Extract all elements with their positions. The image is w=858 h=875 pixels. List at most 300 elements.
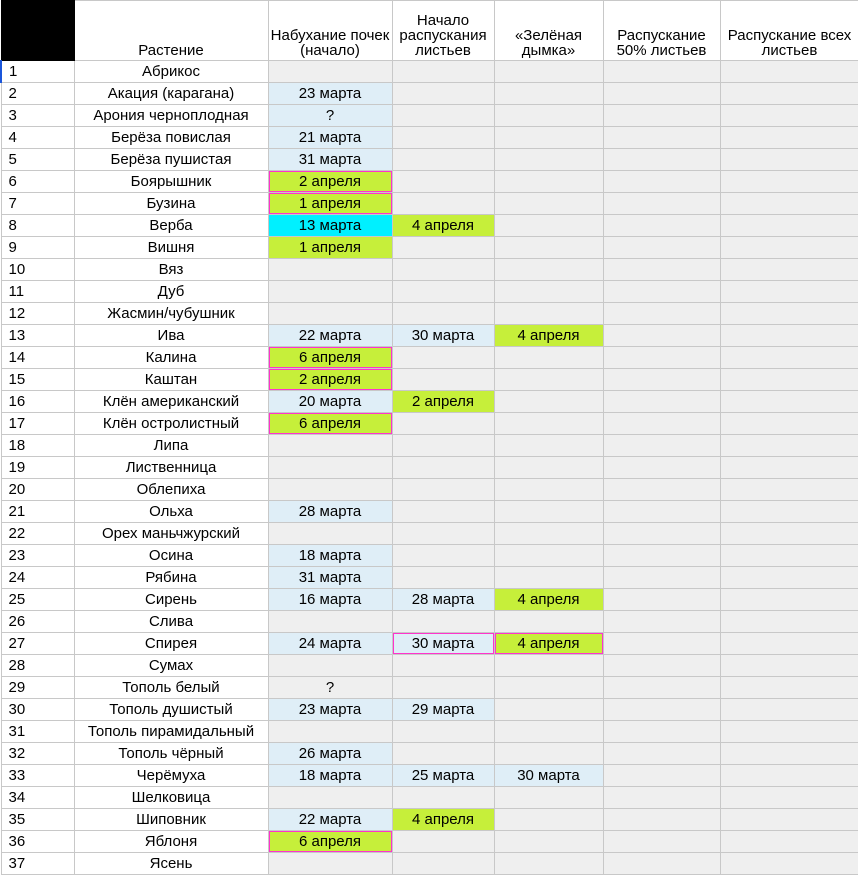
leaves-all-cell[interactable] — [720, 809, 858, 831]
row-number[interactable]: 2 — [1, 83, 74, 105]
plant-name-cell[interactable]: Тополь белый — [74, 677, 268, 699]
plant-name-cell[interactable]: Дуб — [74, 281, 268, 303]
row-number[interactable]: 33 — [1, 765, 74, 787]
green-haze-cell[interactable] — [494, 457, 603, 479]
row-number[interactable]: 8 — [1, 215, 74, 237]
leaves-all-cell[interactable] — [720, 171, 858, 193]
table-row — [1, 347, 858, 369]
plant-name-cell[interactable]: Черёмуха — [74, 765, 268, 787]
leaves-50-cell[interactable] — [603, 325, 720, 347]
leaf-unfolding-start-cell[interactable]: 4 апреля — [392, 809, 494, 831]
plant-name-cell[interactable]: Рябина — [74, 567, 268, 589]
leaves-50-cell[interactable] — [603, 501, 720, 523]
table-row — [1, 589, 858, 611]
table-row — [1, 831, 858, 853]
row-number[interactable]: 34 — [1, 787, 74, 809]
table-row — [1, 545, 858, 567]
table-body — [1, 61, 858, 875]
header-green-haze[interactable]: «Зелёная дымка» — [494, 1, 603, 61]
plant-name-cell[interactable]: Слива — [74, 611, 268, 633]
leaf-unfolding-start-cell[interactable] — [392, 545, 494, 567]
green-haze-cell[interactable] — [494, 523, 603, 545]
plant-name-cell[interactable]: Берёза повислая — [74, 127, 268, 149]
plant-name-cell[interactable]: Акация (карагана) — [74, 83, 268, 105]
table-row — [1, 127, 858, 149]
leaf-unfolding-start-cell[interactable] — [392, 127, 494, 149]
row-number[interactable]: 24 — [1, 567, 74, 589]
leaves-all-cell[interactable] — [720, 303, 858, 325]
row-number[interactable]: 37 — [1, 853, 74, 875]
table-row — [1, 765, 858, 787]
leaves-50-cell[interactable] — [603, 655, 720, 677]
leaf-unfolding-start-cell[interactable] — [392, 567, 494, 589]
leaves-50-cell[interactable] — [603, 523, 720, 545]
bud-swelling-cell[interactable] — [268, 303, 392, 325]
corner-cell[interactable] — [1, 1, 74, 61]
table-row — [1, 853, 858, 875]
plant-name-cell[interactable]: Тополь пирамидальный — [74, 721, 268, 743]
header-bud-swelling[interactable]: Набухание почек (начало) — [268, 1, 392, 61]
green-haze-cell[interactable] — [494, 435, 603, 457]
green-haze-cell[interactable] — [494, 655, 603, 677]
plant-name-cell[interactable]: Спирея — [74, 633, 268, 655]
row-number[interactable]: 13 — [1, 325, 74, 347]
leaf-unfolding-start-cell[interactable] — [392, 83, 494, 105]
plant-name-cell[interactable]: Клён американский — [74, 391, 268, 413]
row-number[interactable]: 7 — [1, 193, 74, 215]
plant-name-cell[interactable]: Шиповник — [74, 809, 268, 831]
table-row — [1, 699, 858, 721]
leaf-unfolding-start-cell[interactable] — [392, 435, 494, 457]
table-row — [1, 523, 858, 545]
leaf-unfolding-start-cell[interactable] — [392, 721, 494, 743]
plant-name-cell[interactable]: Лиственница — [74, 457, 268, 479]
plant-name-cell[interactable]: Арония черноплодная — [74, 105, 268, 127]
bud-swelling-cell[interactable] — [268, 61, 392, 83]
table-row — [1, 457, 858, 479]
bud-swelling-cell[interactable] — [268, 523, 392, 545]
plant-name-cell[interactable]: Ива — [74, 325, 268, 347]
bud-swelling-cell[interactable]: 1 апреля — [268, 237, 392, 259]
leaf-unfolding-start-cell[interactable] — [392, 61, 494, 83]
leaves-all-cell[interactable] — [720, 611, 858, 633]
bud-swelling-cell[interactable]: 24 марта — [268, 633, 392, 655]
green-haze-cell[interactable] — [494, 391, 603, 413]
table-row — [1, 677, 858, 699]
plant-name-cell[interactable]: Тополь чёрный — [74, 743, 268, 765]
green-haze-cell[interactable]: 4 апреля — [494, 589, 603, 611]
header-leaves-all[interactable]: Распускание всех листьев — [720, 1, 858, 61]
plant-name-cell[interactable]: Тополь душистый — [74, 699, 268, 721]
bud-swelling-cell[interactable] — [268, 611, 392, 633]
leaves-all-cell[interactable] — [720, 677, 858, 699]
row-number[interactable]: 19 — [1, 457, 74, 479]
plant-name-cell[interactable]: Яблоня — [74, 831, 268, 853]
plant-name-cell[interactable]: Липа — [74, 435, 268, 457]
leaf-unfolding-start-cell[interactable]: 30 марта — [392, 325, 494, 347]
leaf-unfolding-start-cell[interactable] — [392, 303, 494, 325]
green-haze-cell[interactable]: 30 марта — [494, 765, 603, 787]
leaves-all-cell[interactable] — [720, 545, 858, 567]
leaves-50-cell[interactable] — [603, 61, 720, 83]
bud-swelling-cell[interactable]: 2 апреля — [268, 369, 392, 391]
leaves-50-cell[interactable] — [603, 347, 720, 369]
row-number[interactable]: 15 — [1, 369, 74, 391]
bud-swelling-cell[interactable]: ? — [268, 677, 392, 699]
leaves-50-cell[interactable] — [603, 281, 720, 303]
table-row — [1, 369, 858, 391]
leaves-50-cell[interactable] — [603, 303, 720, 325]
green-haze-cell[interactable] — [494, 303, 603, 325]
leaves-50-cell[interactable] — [603, 391, 720, 413]
leaves-all-cell[interactable] — [720, 215, 858, 237]
row-number[interactable]: 29 — [1, 677, 74, 699]
row-number[interactable]: 22 — [1, 523, 74, 545]
plant-name-cell[interactable]: Ясень — [74, 853, 268, 875]
bud-swelling-cell[interactable]: 2 апреля — [268, 171, 392, 193]
plant-name-cell[interactable]: Сумах — [74, 655, 268, 677]
leaves-all-cell[interactable] — [720, 325, 858, 347]
leaf-unfolding-start-cell[interactable]: 4 апреля — [392, 215, 494, 237]
leaves-all-cell[interactable] — [720, 237, 858, 259]
plant-name-cell[interactable]: Берёза пушистая — [74, 149, 268, 171]
plant-name-cell[interactable]: Осина — [74, 545, 268, 567]
row-number[interactable]: 14 — [1, 347, 74, 369]
leaves-all-cell[interactable] — [720, 479, 858, 501]
leaves-all-cell[interactable] — [720, 853, 858, 875]
leaves-50-cell[interactable] — [603, 743, 720, 765]
leaves-50-cell[interactable] — [603, 259, 720, 281]
leaves-all-cell[interactable] — [720, 149, 858, 171]
header-leaves-50[interactable]: Распускание 50% листьев — [603, 1, 720, 61]
leaves-all-cell[interactable] — [720, 655, 858, 677]
leaf-unfolding-start-cell[interactable] — [392, 193, 494, 215]
plant-name-cell[interactable]: Верба — [74, 215, 268, 237]
leaves-50-cell[interactable] — [603, 545, 720, 567]
leaf-unfolding-start-cell[interactable]: 28 марта — [392, 589, 494, 611]
bud-swelling-cell[interactable]: 16 марта — [268, 589, 392, 611]
plant-name-cell[interactable]: Шелковица — [74, 787, 268, 809]
green-haze-cell[interactable] — [494, 567, 603, 589]
green-haze-cell[interactable] — [494, 127, 603, 149]
green-haze-cell[interactable] — [494, 677, 603, 699]
bud-swelling-cell[interactable] — [268, 457, 392, 479]
leaves-50-cell[interactable] — [603, 457, 720, 479]
table-row — [1, 193, 858, 215]
bud-swelling-cell[interactable]: 6 апреля — [268, 831, 392, 853]
leaf-unfolding-start-cell[interactable] — [392, 457, 494, 479]
green-haze-cell[interactable] — [494, 83, 603, 105]
green-haze-cell[interactable] — [494, 237, 603, 259]
green-haze-cell[interactable] — [494, 215, 603, 237]
green-haze-cell[interactable] — [494, 545, 603, 567]
bud-swelling-cell[interactable]: 18 марта — [268, 545, 392, 567]
row-number[interactable]: 23 — [1, 545, 74, 567]
leaves-50-cell[interactable] — [603, 611, 720, 633]
leaves-50-cell[interactable] — [603, 589, 720, 611]
plant-name-cell[interactable]: Боярышник — [74, 171, 268, 193]
bud-swelling-cell[interactable]: 1 апреля — [268, 193, 392, 215]
green-haze-cell[interactable] — [494, 171, 603, 193]
bud-swelling-cell[interactable]: 13 марта — [268, 215, 392, 237]
green-haze-cell[interactable] — [494, 853, 603, 875]
bud-swelling-cell[interactable]: ? — [268, 105, 392, 127]
bud-swelling-cell[interactable]: 21 марта — [268, 127, 392, 149]
bud-swelling-cell[interactable] — [268, 853, 392, 875]
leaves-50-cell[interactable] — [603, 787, 720, 809]
green-haze-cell[interactable] — [494, 413, 603, 435]
table-row — [1, 61, 858, 83]
table-row — [1, 655, 858, 677]
green-haze-cell[interactable] — [494, 105, 603, 127]
leaves-50-cell[interactable] — [603, 809, 720, 831]
leaves-50-cell[interactable] — [603, 831, 720, 853]
leaves-all-cell[interactable] — [720, 347, 858, 369]
leaves-all-cell[interactable] — [720, 61, 858, 83]
row-number[interactable]: 35 — [1, 809, 74, 831]
table-row — [1, 281, 858, 303]
bud-swelling-cell[interactable]: 18 марта — [268, 765, 392, 787]
leaves-50-cell[interactable] — [603, 83, 720, 105]
plant-name-cell[interactable]: Вяз — [74, 259, 268, 281]
table-row — [1, 105, 858, 127]
leaf-unfolding-start-cell[interactable] — [392, 743, 494, 765]
table-row — [1, 435, 858, 457]
green-haze-cell[interactable] — [494, 721, 603, 743]
leaves-50-cell[interactable] — [603, 413, 720, 435]
green-haze-cell[interactable] — [494, 787, 603, 809]
leaf-unfolding-start-cell[interactable] — [392, 105, 494, 127]
leaves-50-cell[interactable] — [603, 721, 720, 743]
bud-swelling-cell[interactable] — [268, 435, 392, 457]
leaves-50-cell[interactable] — [603, 633, 720, 655]
row-number[interactable]: 26 — [1, 611, 74, 633]
table-row — [1, 501, 858, 523]
leaves-50-cell[interactable] — [603, 435, 720, 457]
leaves-all-cell[interactable] — [720, 83, 858, 105]
leaf-unfolding-start-cell[interactable] — [392, 677, 494, 699]
table-row — [1, 237, 858, 259]
leaves-50-cell[interactable] — [603, 215, 720, 237]
plant-name-cell[interactable]: Вишня — [74, 237, 268, 259]
row-number[interactable]: 31 — [1, 721, 74, 743]
green-haze-cell[interactable] — [494, 809, 603, 831]
green-haze-cell[interactable] — [494, 743, 603, 765]
leaves-all-cell[interactable] — [720, 259, 858, 281]
row-number[interactable]: 3 — [1, 105, 74, 127]
bud-swelling-cell[interactable]: 28 марта — [268, 501, 392, 523]
leaves-all-cell[interactable] — [720, 457, 858, 479]
row-number[interactable]: 16 — [1, 391, 74, 413]
leaves-all-cell[interactable] — [720, 391, 858, 413]
table-row — [1, 171, 858, 193]
bud-swelling-cell[interactable] — [268, 479, 392, 501]
leaf-unfolding-start-cell[interactable] — [392, 347, 494, 369]
bud-swelling-cell[interactable]: 6 апреля — [268, 347, 392, 369]
bud-swelling-cell[interactable]: 22 марта — [268, 325, 392, 347]
bud-swelling-cell[interactable] — [268, 281, 392, 303]
leaves-50-cell[interactable] — [603, 149, 720, 171]
leaves-all-cell[interactable] — [720, 369, 858, 391]
bud-swelling-cell[interactable]: 22 марта — [268, 809, 392, 831]
leaves-50-cell[interactable] — [603, 369, 720, 391]
leaves-all-cell[interactable] — [720, 787, 858, 809]
bud-swelling-cell[interactable] — [268, 721, 392, 743]
leaves-50-cell[interactable] — [603, 699, 720, 721]
leaf-unfolding-start-cell[interactable] — [392, 523, 494, 545]
leaf-unfolding-start-cell[interactable] — [392, 149, 494, 171]
leaves-50-cell[interactable] — [603, 193, 720, 215]
leaves-50-cell[interactable] — [603, 237, 720, 259]
row-number[interactable]: 12 — [1, 303, 74, 325]
row-number[interactable]: 17 — [1, 413, 74, 435]
leaves-all-cell[interactable] — [720, 589, 858, 611]
header-plant[interactable]: Растение — [74, 1, 268, 61]
leaf-unfolding-start-cell[interactable]: 29 марта — [392, 699, 494, 721]
leaf-unfolding-start-cell[interactable] — [392, 831, 494, 853]
leaf-unfolding-start-cell[interactable] — [392, 655, 494, 677]
leaves-all-cell[interactable] — [720, 721, 858, 743]
table-row — [1, 391, 858, 413]
table-row — [1, 633, 858, 655]
leaves-all-cell[interactable] — [720, 105, 858, 127]
green-haze-cell[interactable] — [494, 149, 603, 171]
leaves-all-cell[interactable] — [720, 281, 858, 303]
green-haze-cell[interactable] — [494, 193, 603, 215]
plant-name-cell[interactable]: Клён остролистный — [74, 413, 268, 435]
plant-name-cell[interactable]: Каштан — [74, 369, 268, 391]
plant-name-cell[interactable]: Калина — [74, 347, 268, 369]
leaves-all-cell[interactable] — [720, 765, 858, 787]
leaves-50-cell[interactable] — [603, 765, 720, 787]
row-number[interactable]: 4 — [1, 127, 74, 149]
table-row — [1, 303, 858, 325]
green-haze-cell[interactable] — [494, 61, 603, 83]
leaves-50-cell[interactable] — [603, 677, 720, 699]
leaf-unfolding-start-cell[interactable] — [392, 281, 494, 303]
green-haze-cell[interactable] — [494, 347, 603, 369]
leaf-unfolding-start-cell[interactable] — [392, 171, 494, 193]
plant-name-cell[interactable]: Орех маньчжурский — [74, 523, 268, 545]
leaves-all-cell[interactable] — [720, 567, 858, 589]
leaf-unfolding-start-cell[interactable]: 25 марта — [392, 765, 494, 787]
green-haze-cell[interactable]: 4 апреля — [494, 633, 603, 655]
leaves-all-cell[interactable] — [720, 831, 858, 853]
row-number[interactable]: 21 — [1, 501, 74, 523]
header-leaf-unfolding-start[interactable]: Начало распускания листьев — [392, 1, 494, 61]
bud-swelling-cell[interactable] — [268, 787, 392, 809]
green-haze-cell[interactable] — [494, 479, 603, 501]
leaf-unfolding-start-cell[interactable] — [392, 479, 494, 501]
plant-name-cell[interactable]: Ольха — [74, 501, 268, 523]
table-row — [1, 413, 858, 435]
leaf-unfolding-start-cell[interactable]: 2 апреля — [392, 391, 494, 413]
table-row — [1, 215, 858, 237]
green-haze-cell[interactable] — [494, 501, 603, 523]
row-number[interactable]: 9 — [1, 237, 74, 259]
leaf-unfolding-start-cell[interactable]: 30 марта — [392, 633, 494, 655]
row-number[interactable]: 6 — [1, 171, 74, 193]
bud-swelling-cell[interactable]: 26 марта — [268, 743, 392, 765]
leaf-unfolding-start-cell[interactable] — [392, 369, 494, 391]
row-number[interactable]: 1 — [1, 61, 74, 83]
leaves-50-cell[interactable] — [603, 479, 720, 501]
table-row — [1, 149, 858, 171]
green-haze-cell[interactable] — [494, 369, 603, 391]
leaf-unfolding-start-cell[interactable] — [392, 611, 494, 633]
leaf-unfolding-start-cell[interactable] — [392, 259, 494, 281]
leaves-all-cell[interactable] — [720, 193, 858, 215]
leaves-all-cell[interactable] — [720, 743, 858, 765]
green-haze-cell[interactable]: 4 апреля — [494, 325, 603, 347]
green-haze-cell[interactable] — [494, 831, 603, 853]
row-number[interactable]: 18 — [1, 435, 74, 457]
leaves-50-cell[interactable] — [603, 853, 720, 875]
table-row — [1, 259, 858, 281]
leaf-unfolding-start-cell[interactable] — [392, 413, 494, 435]
bud-swelling-cell[interactable]: 23 марта — [268, 83, 392, 105]
row-number[interactable]: 11 — [1, 281, 74, 303]
leaf-unfolding-start-cell[interactable] — [392, 501, 494, 523]
table-row — [1, 809, 858, 831]
bud-swelling-cell[interactable]: 31 марта — [268, 567, 392, 589]
leaves-all-cell[interactable] — [720, 413, 858, 435]
row-number[interactable]: 20 — [1, 479, 74, 501]
bud-swelling-cell[interactable]: 20 марта — [268, 391, 392, 413]
bud-swelling-cell[interactable]: 31 марта — [268, 149, 392, 171]
bud-swelling-cell[interactable]: 23 марта — [268, 699, 392, 721]
plant-name-cell[interactable]: Бузина — [74, 193, 268, 215]
leaves-all-cell[interactable] — [720, 501, 858, 523]
leaves-all-cell[interactable] — [720, 699, 858, 721]
row-number[interactable]: 32 — [1, 743, 74, 765]
plant-name-cell[interactable]: Жасмин/чубушник — [74, 303, 268, 325]
leaves-all-cell[interactable] — [720, 633, 858, 655]
table-row — [1, 721, 858, 743]
row-number[interactable]: 36 — [1, 831, 74, 853]
row-number[interactable]: 27 — [1, 633, 74, 655]
row-number[interactable]: 5 — [1, 149, 74, 171]
leaf-unfolding-start-cell[interactable] — [392, 237, 494, 259]
leaf-unfolding-start-cell[interactable] — [392, 787, 494, 809]
row-number[interactable]: 28 — [1, 655, 74, 677]
table-row — [1, 611, 858, 633]
leaves-all-cell[interactable] — [720, 435, 858, 457]
bud-swelling-cell[interactable]: 6 апреля — [268, 413, 392, 435]
header-row — [1, 1, 858, 61]
bud-swelling-cell[interactable] — [268, 655, 392, 677]
bud-swelling-cell[interactable] — [268, 259, 392, 281]
plant-name-cell[interactable]: Сирень — [74, 589, 268, 611]
row-number[interactable]: 25 — [1, 589, 74, 611]
leaf-unfolding-start-cell[interactable] — [392, 853, 494, 875]
leaves-50-cell[interactable] — [603, 127, 720, 149]
table-row — [1, 479, 858, 501]
green-haze-cell[interactable] — [494, 281, 603, 303]
green-haze-cell[interactable] — [494, 699, 603, 721]
row-number[interactable]: 30 — [1, 699, 74, 721]
plant-name-cell[interactable]: Облепиха — [74, 479, 268, 501]
leaves-50-cell[interactable] — [603, 567, 720, 589]
leaves-50-cell[interactable] — [603, 105, 720, 127]
green-haze-cell[interactable] — [494, 259, 603, 281]
green-haze-cell[interactable] — [494, 611, 603, 633]
plant-name-cell[interactable]: Абрикос — [74, 61, 268, 83]
row-number[interactable]: 10 — [1, 259, 74, 281]
leaves-all-cell[interactable] — [720, 523, 858, 545]
leaves-50-cell[interactable] — [603, 171, 720, 193]
leaves-all-cell[interactable] — [720, 127, 858, 149]
